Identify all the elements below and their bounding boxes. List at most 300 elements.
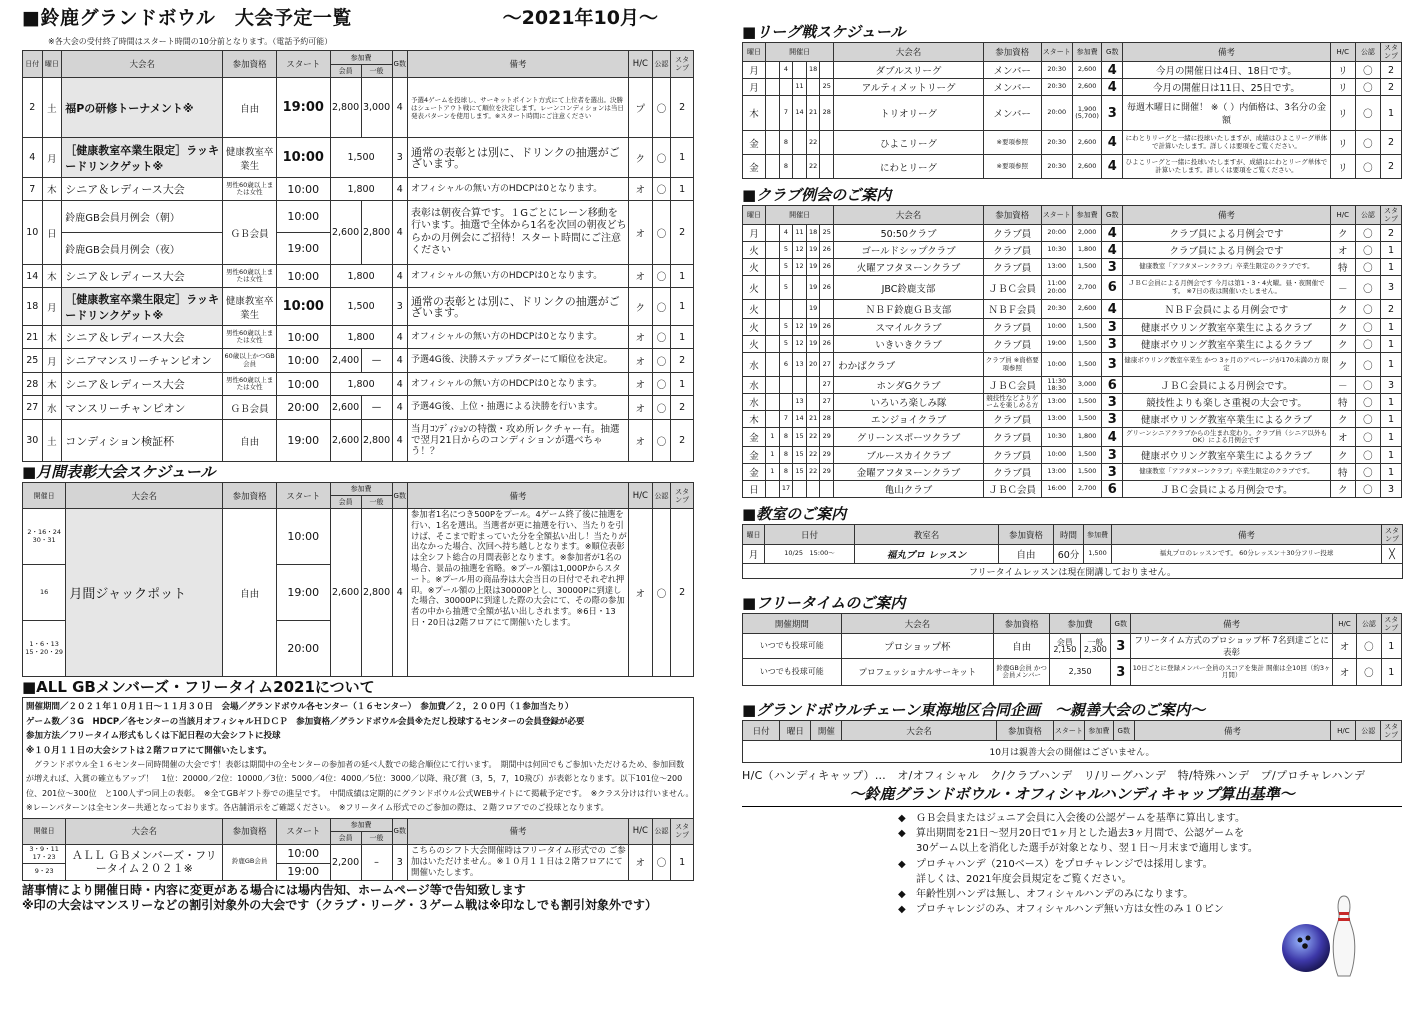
date: 21 [806, 411, 820, 428]
games: 3 [1102, 394, 1123, 411]
date: 15 [793, 447, 807, 464]
qual: 男性60歳以上または女性 [223, 373, 277, 396]
col-member: 会員 [330, 65, 361, 78]
date: 26 [820, 259, 834, 276]
games: 4 [392, 178, 407, 201]
col-games: G数 [392, 818, 407, 844]
freetime-guide-table [742, 613, 1402, 686]
weekday: 水 [743, 377, 766, 394]
hc: オ [628, 509, 652, 677]
col-day: 日付 [23, 51, 43, 78]
club-rows [743, 225, 1402, 498]
weekday: 木 [743, 411, 766, 428]
games: 3 [1102, 336, 1123, 353]
hc: リ [1330, 131, 1355, 155]
qual: 健康教室卒業生 [223, 138, 277, 178]
stamp: 1 [1381, 634, 1401, 659]
remarks: 福丸プロのレッスンです。 60分レッスン＋30分フリー投球 [1112, 545, 1382, 564]
date: 22 [806, 428, 820, 447]
col-games: G数 [392, 51, 407, 78]
remarks: 今月の開催日は4日、18日です。 [1123, 62, 1330, 79]
remarks: オフィシャルの無い方のHDCPは0となります。 [408, 326, 629, 349]
table-row [743, 447, 1402, 464]
games: 4 [1102, 79, 1123, 96]
footer-notice [22, 883, 694, 913]
diamond-icon: ◆ [898, 904, 906, 916]
qual: 60歳以上かつGB会員 [223, 349, 277, 373]
page-header [22, 0, 694, 30]
date: 8 [779, 464, 793, 481]
date: 19 [806, 259, 820, 276]
stamp: 1 [1380, 336, 1401, 353]
official: 〇 [652, 349, 671, 373]
fee: 2,000 [1072, 225, 1101, 242]
col-start: スタート [276, 483, 330, 509]
hc: ク [1330, 411, 1355, 428]
games: 4 [1102, 131, 1123, 155]
col-remarks: 備考 [1131, 614, 1332, 634]
date [766, 394, 780, 411]
remarks: ＪＢＣ会員による月例会です。 [1123, 377, 1330, 394]
hc: ク [1330, 447, 1355, 464]
qual: クラブ員 [983, 225, 1041, 242]
date: 4 [779, 225, 793, 242]
table-row [743, 428, 1402, 447]
qual: 鈴鹿GB会員 かつ 会員メンバー [994, 659, 1050, 686]
date: 12 [793, 242, 807, 259]
games: 4 [392, 201, 407, 265]
event-name: ＮＢＦ鈴鹿ＧＢ支部 [834, 300, 984, 319]
fee-general: 2,800 [361, 420, 392, 462]
stamp: 1 [1380, 96, 1401, 131]
weekday: 日 [743, 481, 766, 498]
games: 3 [1102, 447, 1123, 464]
start-time: 10:00 [1041, 353, 1072, 377]
hc: ク [1330, 300, 1355, 319]
official: 〇 [1355, 411, 1380, 428]
col-name: 大会名 [834, 206, 984, 225]
date [766, 353, 780, 377]
date: 11 [793, 79, 807, 96]
fee-member: 2,800 [330, 78, 361, 138]
fee-member: 2,600 [330, 509, 361, 677]
event-name: シニアマンスリーチャンピオン [62, 349, 223, 373]
league-section-title: ■リーグ戦スケジュール [742, 23, 906, 41]
qual: 競技性などよりゲームを楽しめる方 [983, 394, 1041, 411]
stamp: 1 [1381, 659, 1401, 686]
fee-member: 2,400 [330, 349, 361, 373]
freetime-line: 参加方法／フリータイム形式もしくは下記日程の大会シフトに投球 [26, 731, 281, 741]
weekday: 水 [743, 353, 766, 377]
qual: 自由 [994, 634, 1050, 659]
date: 19 [806, 242, 820, 259]
stamp: 1 [671, 844, 694, 880]
weekday: 火 [743, 319, 766, 336]
stamp: 2 [671, 509, 694, 677]
table-row [743, 276, 1402, 300]
date: 26 [820, 242, 834, 259]
col-stamp: スタンプ [1380, 43, 1401, 62]
table-row [743, 394, 1402, 411]
date [820, 481, 834, 498]
col-qual: 参加資格 [983, 43, 1041, 62]
games: 4 [392, 265, 407, 288]
remarks: 毎週木曜日に開催！ ※（ ）内価格は、3名分の金額 [1123, 96, 1330, 131]
date: 25 [820, 225, 834, 242]
remarks: 通常の表彰とは別に、ドリンクの抽選がございます。 [408, 138, 629, 178]
qual: クラブ員 ※資格要項参照 [983, 353, 1041, 377]
hc: オ [628, 178, 652, 201]
date [806, 377, 820, 394]
games: 3 [1102, 464, 1123, 481]
hc: ク [1330, 225, 1355, 242]
hc: オ [628, 420, 652, 462]
event-name: わかばクラブ [834, 353, 984, 377]
event-name: いきいきクラブ [834, 336, 984, 353]
weekday: 月 [743, 545, 765, 564]
qual: 男性60歳以上または女性 [223, 265, 277, 288]
games: 4 [1102, 155, 1123, 179]
freetime-table [22, 818, 694, 881]
qual: クラブ員 [983, 428, 1041, 447]
page-month: ～2021年10月～ [502, 7, 658, 29]
event-name: 月間ジャックポット [66, 509, 223, 677]
stamp: 2 [1380, 155, 1401, 179]
date: 12 [793, 319, 807, 336]
official: 〇 [1355, 481, 1380, 498]
official: 〇 [1355, 276, 1380, 300]
start-time: 10:00 [1041, 319, 1072, 336]
games: 3 [392, 138, 407, 178]
table-row [743, 155, 1402, 179]
date: 22 [806, 131, 820, 155]
stamp: 3 [1380, 377, 1401, 394]
table-row [23, 288, 694, 326]
col-games: G数 [392, 483, 407, 509]
stamp: 2 [1380, 300, 1401, 319]
col-remarks: 備考 [1123, 43, 1330, 62]
fee-general: – [361, 844, 392, 880]
games: 4 [392, 78, 407, 138]
date: 14 [793, 411, 807, 428]
fee: 2,600 [1072, 62, 1101, 79]
official: 〇 [1355, 336, 1380, 353]
col-time: 時間 [1054, 525, 1084, 545]
official: 〇 [652, 509, 671, 677]
event-name: プロフェッショナルサーキット [841, 659, 994, 686]
date [766, 411, 780, 428]
stamp: 2 [671, 201, 694, 265]
fee: 2,700 [1072, 481, 1101, 498]
freetime-section-title: ■ALL GBメンバーズ・フリータイム2021について [22, 678, 375, 696]
diamond-icon: ◆ [898, 889, 906, 901]
games: 3 [1102, 319, 1123, 336]
fee-member: 1,800 [330, 373, 392, 396]
remarks: ＮＢＦ会員による月例会です [1123, 300, 1330, 319]
hc: ク [1330, 481, 1355, 498]
remarks: にわとりリーグと一緒に投球いたしますが、成績はひよこリーグ単体で計算いたします。詳しくは要項をご覧ください。 [1123, 131, 1330, 155]
table-row [743, 259, 1402, 276]
remarks: 参加者1名につき500Pをプール。4ゲーム終了後に抽選を行い、1名を選出。当選者が更に抽選を行い、当たりを引けば、そこまで貯まっていた分を全額払い出し！当たりが出なかった場合、次回へ持ち越しとなります。※順位表彰は全シフト総合の月間表彰となります。※参加者が1名の場合、景品の抽選を省略。※プール額は1,000Pからスタート。※プール用の商品券は大会当日の日付でそれぞれ押印。※プール額の上限は30000Pとし、30000Pに到達した場合、30000Pに到達した際の大会にて、その際の参加者の中から抽選で全額が払い出しされます。※6日・13日・20日は2階フロアにて開催いたします。 [408, 509, 629, 677]
hc: オ [1330, 428, 1355, 447]
date [820, 300, 834, 319]
stamp: 1 [1380, 411, 1401, 428]
weekday: 月 [42, 288, 62, 326]
date [793, 300, 807, 319]
hc: リ [1330, 155, 1355, 179]
fee: 1,500 [1072, 447, 1101, 464]
date: 26 [820, 336, 834, 353]
weekday: 月 [743, 79, 766, 96]
hc: ク [1330, 319, 1355, 336]
games: 4 [1102, 225, 1123, 242]
col-period: 開催期間 [743, 614, 842, 634]
date [766, 242, 780, 259]
start-time: 10:00 [276, 349, 330, 373]
official: 〇 [652, 420, 671, 462]
date: 1 [766, 464, 780, 481]
stamp: 2 [1380, 79, 1401, 96]
fee: 1,500 [1072, 259, 1101, 276]
date [793, 131, 807, 155]
weekday: 火 [743, 242, 766, 259]
table-row [743, 62, 1402, 79]
table-row [743, 96, 1402, 131]
freetime-line: ゲーム数／３G HDCP／各センターの当該月オフィシャルＨＤＣＰ 参加資格／グランドボウル会員※ただし投球するセンターの会員登録が必要 [26, 716, 585, 727]
hc: オ [628, 844, 652, 880]
official: 〇 [1355, 62, 1380, 79]
weekday: 金 [743, 428, 766, 447]
weekday: 水 [42, 396, 62, 420]
date: 1 [766, 447, 780, 464]
day: 27 [23, 396, 43, 420]
weekday: 金 [743, 447, 766, 464]
hc: ク [1330, 353, 1355, 377]
fee-member: 2,200 [330, 844, 361, 880]
fee: 3,000 [1072, 377, 1101, 394]
hc: 特 [1330, 464, 1355, 481]
games: 4 [1102, 62, 1123, 79]
official: 〇 [652, 288, 671, 326]
qual: メンバー [983, 96, 1041, 131]
qual: クラブ員 [983, 319, 1041, 336]
date: 26 [820, 276, 834, 300]
tournament-table [22, 50, 694, 462]
start-time: 10:30 [1041, 428, 1072, 447]
date [806, 394, 820, 411]
date: 29 [820, 464, 834, 481]
remarks: 予選4G後、決勝ステップラダーにて順位を決定。 [408, 349, 629, 373]
stamp: 2 [671, 78, 694, 138]
col-stamp: スタンプ [1382, 525, 1403, 545]
date [779, 394, 793, 411]
stamp: 1 [1380, 394, 1401, 411]
col-remarks: 備考 [1134, 721, 1331, 741]
chain-section-title: ■グランドボウルチェーン東海地区合同企画 ～親善大会のご案内～ [742, 701, 1205, 719]
event-name: ［健康教室卒業生限定］ラッキードリンクゲット※ [62, 138, 223, 178]
official: 〇 [1355, 319, 1380, 336]
hc: ク [628, 138, 652, 178]
hc: － [1330, 276, 1355, 300]
col-official: 公認 [1355, 43, 1380, 62]
games: 3 [1102, 96, 1123, 131]
fee: 1,500 [1072, 411, 1101, 428]
date: 13 [793, 394, 807, 411]
fee-general: 2,800 [361, 509, 392, 677]
monthly-section-title: ■月間表彰大会スケジュール [22, 463, 216, 481]
games: 3 [392, 844, 407, 880]
col-remarks: 備考 [1123, 206, 1330, 225]
event-name: 金曜アフタヌーンクラブ [834, 464, 984, 481]
remarks: 競技性よりも楽しさ重視の大会です。 [1123, 394, 1330, 411]
start-time-morning: 10:00 [276, 201, 330, 233]
col-weekday: 曜日 [743, 206, 766, 225]
start-time: 10:00 [276, 326, 330, 349]
remarks: オフィシャルの無い方のHDCPは0となります。 [408, 178, 629, 201]
date: 14 [793, 96, 807, 131]
date [766, 259, 780, 276]
games: 4 [392, 373, 407, 396]
day: 18 [23, 288, 43, 326]
table-row [743, 481, 1402, 498]
day: 2 [23, 78, 43, 138]
remarks: ＪＢＣ会員による月例会です 今月は第1・3・4火曜。昼・夜開催です。 ※7日の夜は開催いたしません。 [1123, 276, 1330, 300]
table-row [23, 420, 694, 462]
official: 〇 [1357, 634, 1381, 659]
date: 7 [779, 411, 793, 428]
col-hc: H/C [1330, 206, 1355, 225]
qual: ＪＢＣ会員 [983, 276, 1041, 300]
remarks: フリータイム方式のプロショップ杯 7名到達ごとに表彰 [1131, 634, 1332, 659]
table-row [743, 131, 1402, 155]
qual: 自由 [223, 78, 277, 138]
date [766, 276, 780, 300]
start-time: 10:00 [276, 178, 330, 201]
lesson-note: フリータイムレッスンは現在開講しておりません。 [743, 564, 1403, 579]
weekday: 月 [42, 138, 62, 178]
official: 〇 [652, 178, 671, 201]
date: 29 [820, 428, 834, 447]
list-item: ◆ 年齢性別ハンデは無し、オフィシャルハンデのみになります。 [898, 887, 1402, 902]
official: 〇 [1355, 464, 1380, 481]
col-name: 大会名 [842, 721, 996, 741]
hc: リ [1330, 96, 1355, 131]
col-hc: H/C [628, 818, 652, 844]
stamp: 2 [671, 349, 694, 373]
col-hc: H/C [628, 51, 652, 78]
hc: 特 [1330, 259, 1355, 276]
fee: 1,500 [1072, 464, 1101, 481]
day: 14 [23, 265, 43, 288]
weekday: 火 [743, 300, 766, 319]
col-qual: 参加資格 [994, 614, 1050, 634]
hc: オ [628, 265, 652, 288]
hc: － [1330, 377, 1355, 394]
col-member: 会員 [330, 496, 361, 509]
event-name: ＡＬＬ ＧＢメンバーズ・フリータイム２０２１※ [66, 844, 223, 880]
date: 27 [820, 377, 834, 394]
official: 〇 [1355, 428, 1380, 447]
col-start: スタート [1041, 206, 1072, 225]
event-name: マンスリーチャンピオン [62, 396, 223, 420]
fee-member: 2,600 [330, 396, 361, 420]
start-time: 19:00 [276, 420, 330, 462]
date: 12 [793, 336, 807, 353]
official: 〇 [652, 78, 671, 138]
table-row [23, 78, 694, 138]
table-row [743, 377, 1402, 394]
date: 15 [793, 428, 807, 447]
event-name: ゴールドシップクラブ [834, 242, 984, 259]
start-time: 20:00 [1041, 225, 1072, 242]
games: 4 [1102, 428, 1123, 447]
remarks: ひよこリーグと一緒に投球いたしますが、成績はにわとリーグ単体で計算いたします。詳しくは要項をご覧ください。 [1123, 155, 1330, 179]
games: 3 [392, 288, 407, 326]
official: 〇 [1355, 225, 1380, 242]
remarks: 健康ボウリング教室卒業生によるクラブ [1123, 336, 1330, 353]
date: 5 [779, 336, 793, 353]
remarks: 健康ボウリング教室卒業生 かつ 3ヶ月のアベレージが170未満の方 限定 [1123, 353, 1330, 377]
remarks: クラブ員による月例会です [1123, 242, 1330, 259]
official: 〇 [1355, 353, 1380, 377]
list-item: ◆ ＧＢ会員またはジュニア会員に入会後の公認ゲームを基準に算出します。 [898, 811, 1402, 826]
monthly-table [22, 482, 694, 677]
date [766, 481, 780, 498]
games: 4 [392, 349, 407, 373]
qual: ※要項参照 [983, 155, 1041, 179]
period: いつでも投球可能 [743, 634, 842, 659]
day: 4 [23, 138, 43, 178]
table-row [743, 336, 1402, 353]
col-stamp: スタンプ [671, 818, 694, 844]
hc: オ [628, 373, 652, 396]
stamp: ╳ [1382, 545, 1403, 564]
qual: クラブ員 [983, 259, 1041, 276]
games: 4 [392, 509, 407, 677]
start-time: 20:00 [276, 396, 330, 420]
hc: ク [628, 288, 652, 326]
remarks: 健康教室「アフタヌーンクラブ」卒業生限定のクラブです。 [1123, 259, 1330, 276]
col-day: 日付 [743, 721, 780, 741]
date: 19 [806, 276, 820, 300]
date: 17 [779, 481, 793, 498]
fee: 1,500 [1072, 319, 1101, 336]
date: 19 [806, 300, 820, 319]
qual: ＧＢ会員 [223, 201, 277, 265]
table-row [23, 326, 694, 349]
col-qual: 参加資格 [983, 206, 1041, 225]
left-column [22, 0, 698, 913]
col-remarks: 備考 [408, 483, 629, 509]
stamp: 1 [671, 265, 694, 288]
remarks: グリーンシニアクラブからの生まれ変わり。クラブ員（シニア以外もOK）による月例会です [1123, 428, 1330, 447]
official: 〇 [1355, 447, 1380, 464]
col-official: 公認 [652, 818, 671, 844]
start-time: 11:00 20:00 [1041, 276, 1072, 300]
col-games: G数 [1102, 206, 1123, 225]
event-name: JBC鈴鹿支部 [834, 276, 984, 300]
fee-member: 1,800 [330, 326, 392, 349]
day: 30 [23, 420, 43, 462]
fee: 2,350 [1050, 659, 1111, 686]
event-name: アルティメットリーグ [834, 79, 984, 96]
official: 〇 [1355, 394, 1380, 411]
col-weekday: 曜日 [42, 51, 62, 78]
date: 22 [806, 155, 820, 179]
games: 4 [1102, 300, 1123, 319]
official: 〇 [1357, 659, 1381, 686]
remarks: 健康ボウリング教室卒業生によるクラブ [1123, 447, 1330, 464]
